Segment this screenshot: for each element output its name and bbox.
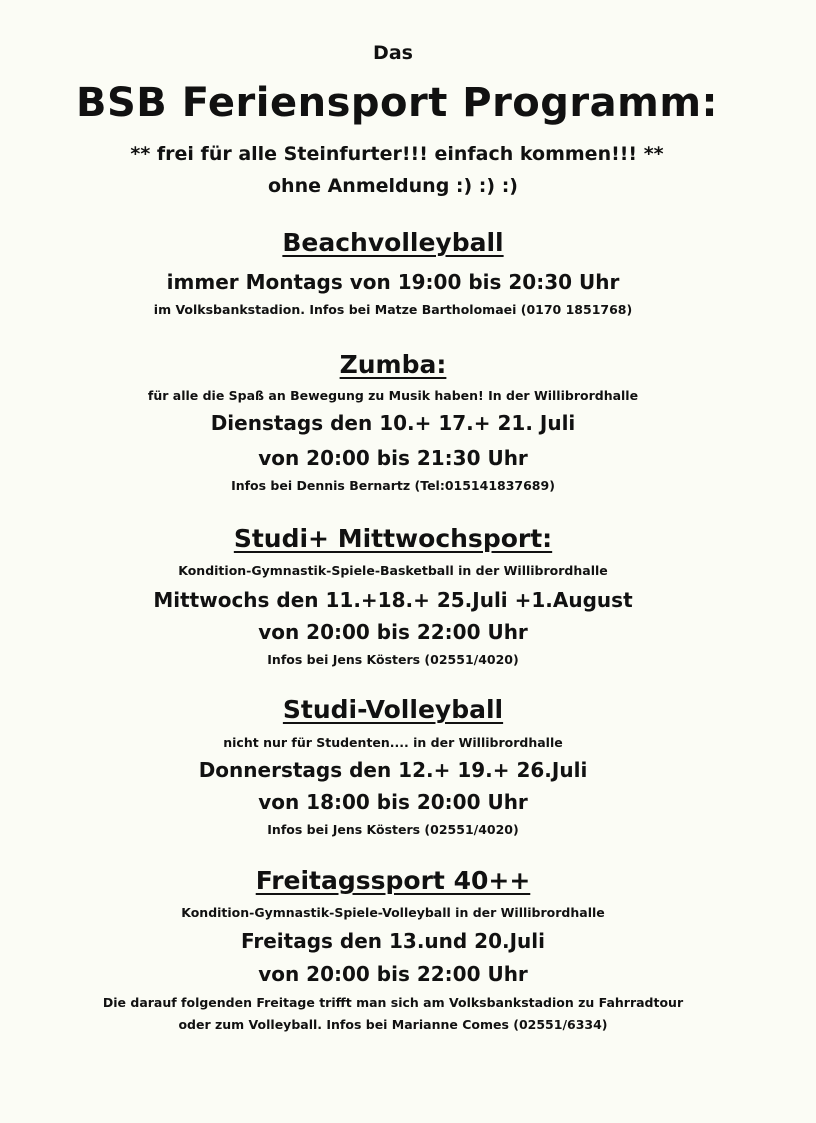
zumba-description: für alle die Spaß an Bewegung zu Musik haben! In der Willibrordhalle (147, 388, 639, 403)
section-title-studi-mittwochsport: Studi+ Mittwochsport: (233, 524, 553, 553)
studi-volleyball-info: Infos bei Jens Kösters (02551/4020) (267, 822, 519, 837)
freitagssport-info-line2: oder zum Volleyball. Infos bei Marianne Comes (02551/6334) (178, 1017, 608, 1032)
freitagssport-time: von 20:00 bis 22:00 Uhr (258, 962, 528, 986)
section-title-beachvolleyball: Beachvolleyball (282, 228, 504, 257)
section-title-freitagssport: Freitagssport 40++ (255, 866, 531, 895)
mittwochsport-time: von 20:00 bis 22:00 Uhr (258, 620, 528, 644)
studi-volleyball-dates: Donnerstags den 12.+ 19.+ 26.Juli (198, 758, 588, 782)
zumba-dates: Dienstags den 10.+ 17.+ 21. Juli (210, 411, 576, 435)
intro-das: Das (373, 42, 413, 64)
mittwochsport-dates: Mittwochs den 11.+18.+ 25.Juli +1.August (153, 588, 633, 612)
beachvolleyball-schedule: immer Montags von 19:00 bis 20:30 Uhr (166, 270, 620, 294)
studi-volleyball-description: nicht nur für Studenten.... in der Willibrordhalle (223, 735, 563, 750)
studi-volleyball-time: von 18:00 bis 20:00 Uhr (258, 790, 528, 814)
page-title: BSB Feriensport Programm: (75, 80, 718, 126)
freitagssport-description: Kondition-Gymnastik-Spiele-Volleyball in der Willibrordhalle (181, 905, 605, 920)
zumba-info: Infos bei Dennis Bernartz (Tel:015141837689) (231, 478, 555, 493)
section-title-zumba: Zumba: (339, 350, 447, 379)
section-title-studi-volleyball: Studi-Volleyball (282, 695, 504, 724)
zumba-time: von 20:00 bis 21:30 Uhr (258, 446, 528, 470)
freitagssport-dates: Freitags den 13.und 20.Juli (241, 929, 545, 953)
freitagssport-info-line1: Die darauf folgenden Freitage trifft man sich am Volksbankstadion zu Fahrradtour (102, 995, 684, 1010)
subtitle-free-for-all: ** frei für alle Steinfurter!!! einfach kommen!!! ** (130, 143, 664, 165)
mittwochsport-info: Infos bei Jens Kösters (02551/4020) (267, 652, 519, 667)
mittwochsport-description: Kondition-Gymnastik-Spiele-Basketball in der Willibrordhalle (178, 563, 608, 578)
beachvolleyball-info: im Volksbankstadion. Infos bei Matze Bartholomaei (0170 1851768) (153, 302, 633, 317)
subtitle-no-registration: ohne Anmeldung :) :) :) (268, 175, 518, 197)
